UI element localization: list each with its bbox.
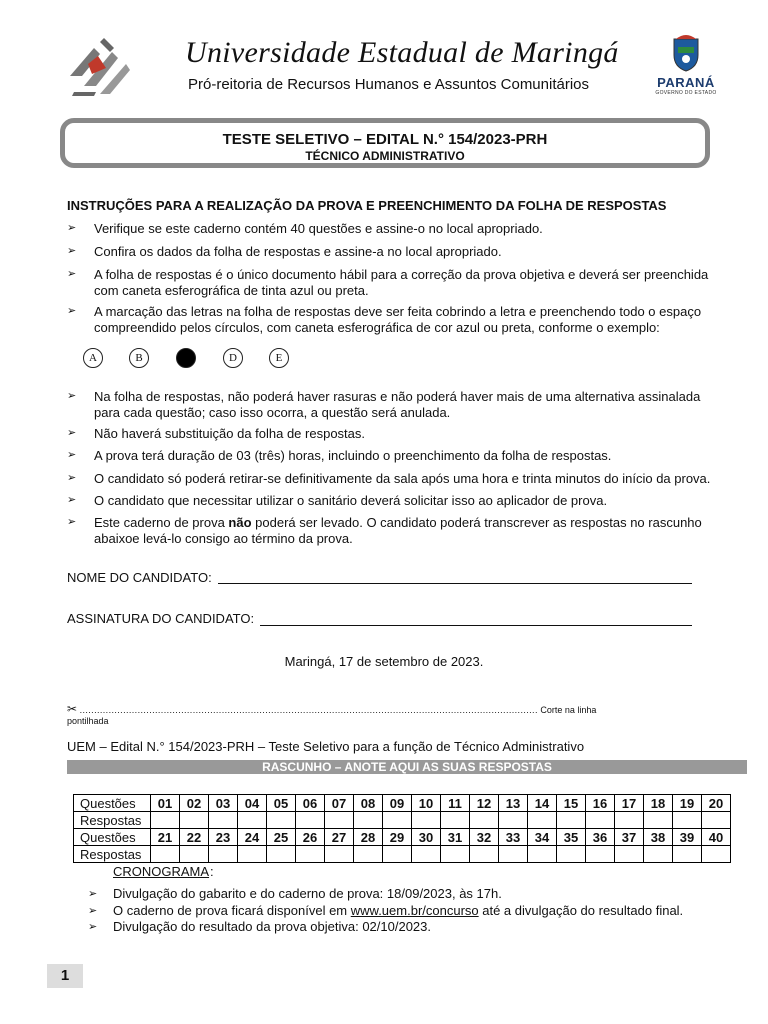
question-number-cell: 40 xyxy=(702,829,731,846)
question-number-cell: 36 xyxy=(586,829,615,846)
example-option-a: A xyxy=(83,348,103,368)
question-number-cell: 11 xyxy=(441,795,470,812)
table-row-questions-1 xyxy=(74,795,731,812)
question-number-cell: 27 xyxy=(325,829,354,846)
arrow-bullet-icon: ➢ xyxy=(67,222,77,234)
answer-cell[interactable] xyxy=(586,846,615,863)
answer-cell[interactable] xyxy=(557,846,586,863)
arrow-bullet-icon: ➢ xyxy=(67,472,77,484)
question-number-cell: 14 xyxy=(528,795,557,812)
answer-cell[interactable] xyxy=(238,812,267,829)
question-number-cell: 33 xyxy=(499,829,528,846)
question-number-cell: 01 xyxy=(151,795,180,812)
row-label-answers: Respostas xyxy=(74,846,151,863)
question-number-cell: 16 xyxy=(586,795,615,812)
question-number-cell: 24 xyxy=(238,829,267,846)
question-number-cell: 09 xyxy=(383,795,412,812)
instructions-heading: INSTRUÇÕES PARA A REALIZAÇÃO DA PROVA E PREENCHIMENTO DA FOLHA DE RESPOSTAS xyxy=(67,198,667,213)
answer-cell[interactable] xyxy=(702,812,731,829)
answer-cell[interactable] xyxy=(644,812,673,829)
answer-cell[interactable] xyxy=(296,812,325,829)
exam-subtitle: TÉCNICO ADMINISTRATIVO xyxy=(305,149,465,163)
draft-banner: RASCUNHO – ANOTE AQUI AS SUAS RESPOSTAS xyxy=(67,760,747,774)
question-number-cell: 23 xyxy=(209,829,238,846)
answer-cell[interactable] xyxy=(470,812,499,829)
question-number-cell: 17 xyxy=(615,795,644,812)
question-number-cell: 12 xyxy=(470,795,499,812)
table-row-questions-2 xyxy=(74,829,731,846)
question-number-cell: 32 xyxy=(470,829,499,846)
schedule-title-colon: : xyxy=(210,864,214,879)
answer-cell[interactable] xyxy=(673,846,702,863)
question-number-cell: 38 xyxy=(644,829,673,846)
arrow-bullet-icon: ➢ xyxy=(88,888,98,900)
instruction-item: ➢ Não haverá substituição da folha de respostas. xyxy=(67,426,366,441)
question-number-cell: 29 xyxy=(383,829,412,846)
instruction-item: ➢ Verifique se este caderno contém 40 questões e assine-o no local apropriado. xyxy=(67,221,543,236)
page-number: 1 xyxy=(47,964,83,988)
question-number-cell: 08 xyxy=(354,795,383,812)
answer-cell[interactable] xyxy=(180,846,209,863)
question-number-cell: 06 xyxy=(296,795,325,812)
question-number-cell: 15 xyxy=(557,795,586,812)
schedule-item: ➢ O caderno de prova ficará disponível em www.uem.br/concurso até a divulgação do resultado final. xyxy=(88,903,684,918)
row-label-questions: Questões xyxy=(74,829,151,846)
example-option-e: E xyxy=(269,348,289,368)
answer-cell[interactable] xyxy=(180,812,209,829)
cut-dotted-line: .............................................................................................................................................................. xyxy=(79,705,538,715)
question-number-cell: 04 xyxy=(238,795,267,812)
cut-label: Corte na linha xyxy=(540,705,597,715)
schedule-item: ➢ Divulgação do gabarito e do caderno de prova: 18/09/2023, às 17h. xyxy=(88,886,502,901)
candidate-signature-label: ASSINATURA DO CANDIDATO: xyxy=(67,611,255,626)
question-number-cell: 37 xyxy=(615,829,644,846)
answer-cell[interactable] xyxy=(557,812,586,829)
arrow-bullet-icon: ➢ xyxy=(67,494,77,506)
answer-cell[interactable] xyxy=(528,812,557,829)
answer-cell[interactable] xyxy=(441,846,470,863)
answer-cell[interactable] xyxy=(441,812,470,829)
cut-line xyxy=(67,704,727,727)
answer-table xyxy=(73,794,731,863)
arrow-bullet-icon: ➢ xyxy=(67,449,77,461)
answer-cell[interactable] xyxy=(673,812,702,829)
question-number-cell: 10 xyxy=(412,795,441,812)
example-option-b: B xyxy=(129,348,149,368)
city-date: Maringá, 17 de setembro de 2023. xyxy=(284,654,484,669)
cut-label-2: pontilhada xyxy=(67,716,109,726)
example-option-c-filled: C xyxy=(176,348,196,368)
schedule-item: ➢ Divulgação do resultado da prova objetiva: 02/10/2023. xyxy=(88,919,431,934)
answer-cell[interactable] xyxy=(267,812,296,829)
answer-cell[interactable] xyxy=(325,846,354,863)
instruction-item: ➢ A prova terá duração de 03 (três) horas, incluindo o preenchimento da folha de respostas. xyxy=(67,448,612,463)
answer-cell[interactable] xyxy=(644,846,673,863)
question-number-cell: 03 xyxy=(209,795,238,812)
arrow-bullet-icon: ➢ xyxy=(67,390,77,402)
question-number-cell: 07 xyxy=(325,795,354,812)
instruction-item: ➢ A marcação das letras na folha de respostas deve ser feita cobrindo a letra e preenchendo todo o espaço compreendido pelos círculos, com caneta esferográfica de cor azul ou preta, conforme o exemplo: xyxy=(67,304,702,335)
instruction-item: ➢ A folha de respostas é o único documento hábil para a correção da prova objetiva e deverá ser preenchida com caneta esferográfica de tinta azul ou preta. xyxy=(67,267,709,298)
question-number-cell: 25 xyxy=(267,829,296,846)
answer-cell[interactable] xyxy=(615,846,644,863)
question-number-cell: 05 xyxy=(267,795,296,812)
answer-cell[interactable] xyxy=(499,812,528,829)
question-number-cell: 35 xyxy=(557,829,586,846)
question-number-cell: 31 xyxy=(441,829,470,846)
emphasis-not: não xyxy=(228,515,252,530)
answer-cell[interactable] xyxy=(470,846,499,863)
arrow-bullet-icon: ➢ xyxy=(67,427,77,439)
question-number-cell: 26 xyxy=(296,829,325,846)
answer-cell[interactable] xyxy=(296,846,325,863)
answer-cell[interactable] xyxy=(325,812,354,829)
question-number-cell: 13 xyxy=(499,795,528,812)
title-box xyxy=(60,118,710,168)
answer-sheet-title: UEM – Edital N.° 154/2023-PRH – Teste Seletivo para a função de Técnico Administrativo xyxy=(67,739,585,754)
question-number-cell: 34 xyxy=(528,829,557,846)
answer-cell[interactable] xyxy=(151,812,180,829)
parana-logo-name: PARANÁ xyxy=(657,75,715,90)
table-row-answers-1 xyxy=(74,812,731,829)
parana-coat-of-arms-icon xyxy=(666,33,706,73)
arrow-bullet-icon: ➢ xyxy=(67,516,77,528)
parana-logo-sub: GOVERNO DO ESTADO xyxy=(655,90,717,96)
answer-cell[interactable] xyxy=(615,812,644,829)
answer-cell[interactable] xyxy=(209,846,238,863)
table-row-answers-2 xyxy=(74,846,731,863)
question-number-cell: 02 xyxy=(180,795,209,812)
question-number-cell: 21 xyxy=(151,829,180,846)
arrow-bullet-icon: ➢ xyxy=(88,905,98,917)
parana-logo xyxy=(650,33,722,103)
row-label-questions: Questões xyxy=(74,795,151,812)
answer-cell[interactable] xyxy=(238,846,267,863)
answer-cell[interactable] xyxy=(209,812,238,829)
instruction-item: ➢ O candidato que necessitar utilizar o sanitário deverá solicitar isso ao aplicador de prova. xyxy=(67,493,608,508)
scissors-icon: ✂ xyxy=(67,702,78,716)
schedule-title: CRONOGRAMA xyxy=(113,864,210,879)
candidate-signature-line[interactable] xyxy=(260,625,692,626)
question-number-cell: 22 xyxy=(180,829,209,846)
answer-cell[interactable] xyxy=(151,846,180,863)
row-label-answers: Respostas xyxy=(74,812,151,829)
question-number-cell: 18 xyxy=(644,795,673,812)
answer-cell[interactable] xyxy=(528,846,557,863)
answer-cell[interactable] xyxy=(499,846,528,863)
instruction-item: ➢ Confira os dados da folha de respostas e assine-a no local apropriado. xyxy=(67,244,502,259)
question-number-cell: 39 xyxy=(673,829,702,846)
concurso-link[interactable]: www.uem.br/concurso xyxy=(350,903,479,918)
arrow-bullet-icon: ➢ xyxy=(88,921,98,933)
answer-cell[interactable] xyxy=(267,846,296,863)
question-number-cell: 20 xyxy=(702,795,731,812)
candidate-name-line[interactable] xyxy=(218,583,692,584)
answer-cell[interactable] xyxy=(586,812,615,829)
question-number-cell: 30 xyxy=(412,829,441,846)
answer-cell[interactable] xyxy=(354,846,383,863)
question-number-cell: 19 xyxy=(673,795,702,812)
arrow-bullet-icon: ➢ xyxy=(67,305,77,317)
exam-title: TESTE SELETIVO – EDITAL N.° 154/2023-PRH xyxy=(222,131,548,148)
question-number-cell: 28 xyxy=(354,829,383,846)
answer-cell[interactable] xyxy=(412,846,441,863)
arrow-bullet-icon: ➢ xyxy=(67,245,77,257)
answer-cell[interactable] xyxy=(412,812,441,829)
answer-cell[interactable] xyxy=(702,846,731,863)
example-option-d: D xyxy=(223,348,243,368)
answer-cell[interactable] xyxy=(383,812,412,829)
arrow-bullet-icon: ➢ xyxy=(67,268,77,280)
instruction-item: ➢ Na folha de respostas, não poderá haver rasuras e não poderá haver mais de uma alternativa assinalada para cada questão; caso isso ocorra, a questão será anulada. xyxy=(67,389,701,420)
answer-cell[interactable] xyxy=(354,812,383,829)
instruction-item-last: ➢ Este caderno de prova não poderá ser levado. O candidato poderá transcrever as respostas no rascunho abaixoe levá-lo consigo ao término da prova. xyxy=(67,515,702,546)
candidate-name-label: NOME DO CANDIDATO: xyxy=(67,570,212,585)
answer-cell[interactable] xyxy=(383,846,412,863)
university-name: Universidade Estadual de Maringá xyxy=(185,36,619,69)
department-name: Pró-reitoria de Recursos Humanos e Assuntos Comunitários xyxy=(188,76,590,93)
instruction-item: ➢ O candidato só poderá retirar-se definitivamente da sala após uma hora e trinta minutos do início da prova. xyxy=(67,471,711,486)
uem-logo xyxy=(66,34,132,100)
